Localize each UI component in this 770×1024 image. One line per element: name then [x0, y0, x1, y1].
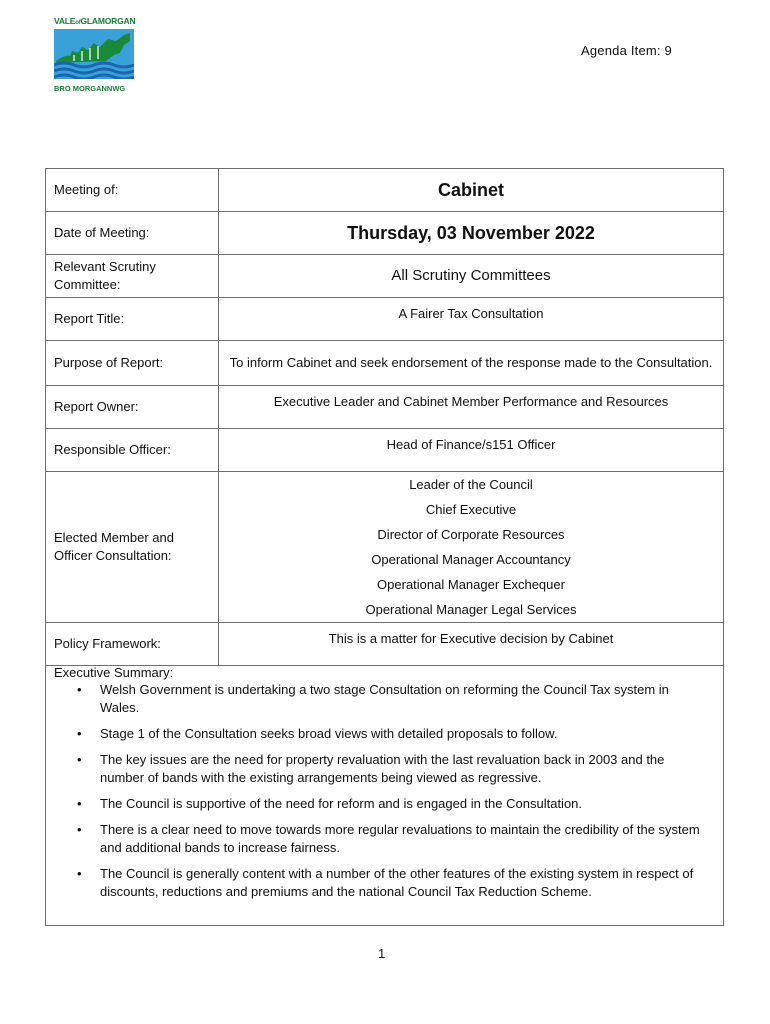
meeting-date-value: Thursday, 03 November 2022 [219, 212, 724, 255]
table-row [46, 169, 724, 212]
table-row [46, 472, 724, 623]
table-row [46, 386, 724, 429]
summary-list [46, 681, 723, 901]
list-item: Chief Executive [425, 502, 517, 517]
bullet-icon: • [77, 866, 82, 881]
meeting-value: Cabinet [219, 169, 724, 212]
bullet-icon: • [77, 822, 82, 837]
list-item: • Stage 1 of the Consultation seeks broad views with detailed proposals to follow. [77, 726, 558, 741]
table-row [46, 255, 724, 298]
table-row [46, 341, 724, 386]
list-item: Director of Corporate Resources [377, 527, 565, 542]
purpose-value: To inform Cabinet and seek endorsement of the response made to the Consultation. [219, 341, 724, 386]
table-row [46, 429, 724, 472]
list-item: Operational Manager Accountancy [371, 552, 571, 567]
report-details-table [45, 168, 724, 666]
row-label: Meeting of: [46, 169, 219, 212]
summary-title: Executive Summary: [54, 665, 174, 680]
row-label: Report Title: [46, 298, 219, 341]
row-label: Report Owner: [46, 386, 219, 429]
bullet-icon: • [77, 682, 82, 697]
policy-framework-value: This is a matter for Executive decision by Cabinet [219, 623, 724, 666]
row-label: Date of Meeting: [46, 212, 219, 255]
list-item: • The key issues are the need for property revaluation with the last revaluation back in 2003 and the number of bands with the existing arrangements being viewed as regressive. [77, 752, 665, 785]
bullet-icon: • [77, 726, 82, 741]
bullet-icon: • [77, 752, 82, 767]
agenda-item: Agenda Item: 9 [581, 43, 672, 58]
report-owner-value: Executive Leader and Cabinet Member Performance and Resources [219, 386, 724, 429]
logo-bottom-text: BRO MORGANNWG [54, 84, 126, 93]
list-item: Leader of the Council [409, 477, 533, 492]
logo-top-text: VALEofGLAMORGAN [54, 16, 136, 26]
list-item: Operational Manager Exchequer [377, 577, 565, 592]
list-item: • The Council is supportive of the need for reform and is engaged in the Consultation. [77, 796, 583, 811]
table-row [46, 212, 724, 255]
list-item: • There is a clear need to move towards more regular revaluations to maintain the credibility of the system and additional bands to increase fairness. [77, 822, 700, 855]
report-title-value: A Fairer Tax Consultation [219, 298, 724, 341]
list-item: • The Council is generally content with a number of the other features of the existing system in respect of discounts, reductions and premiums and the national Council Tax Reduction Scheme. [77, 866, 694, 899]
consultation-list-cell [219, 472, 724, 623]
council-logo [54, 16, 138, 93]
table-row [46, 623, 724, 666]
list-item: Operational Manager Legal Services [365, 602, 577, 617]
row-label: Policy Framework: [46, 623, 219, 666]
table-row [46, 298, 724, 341]
row-label: Elected Member and Officer Consultation: [46, 472, 219, 623]
list-item: • Welsh Government is undertaking a two stage Consultation on reforming the Council Tax system in Wales. [77, 682, 669, 715]
responsible-officer-value: Head of Finance/s151 Officer [219, 429, 724, 472]
executive-summary [45, 663, 724, 926]
coastline-emblem-icon [54, 29, 134, 79]
row-label: Relevant Scrutiny Committee: [46, 255, 219, 298]
bullet-icon: • [77, 796, 82, 811]
consultee-list [227, 472, 715, 622]
row-label: Purpose of Report: [46, 341, 219, 386]
row-label: Responsible Officer: [46, 429, 219, 472]
scrutiny-committee-value: All Scrutiny Committees [219, 255, 724, 298]
page-number: 1 [378, 946, 386, 961]
